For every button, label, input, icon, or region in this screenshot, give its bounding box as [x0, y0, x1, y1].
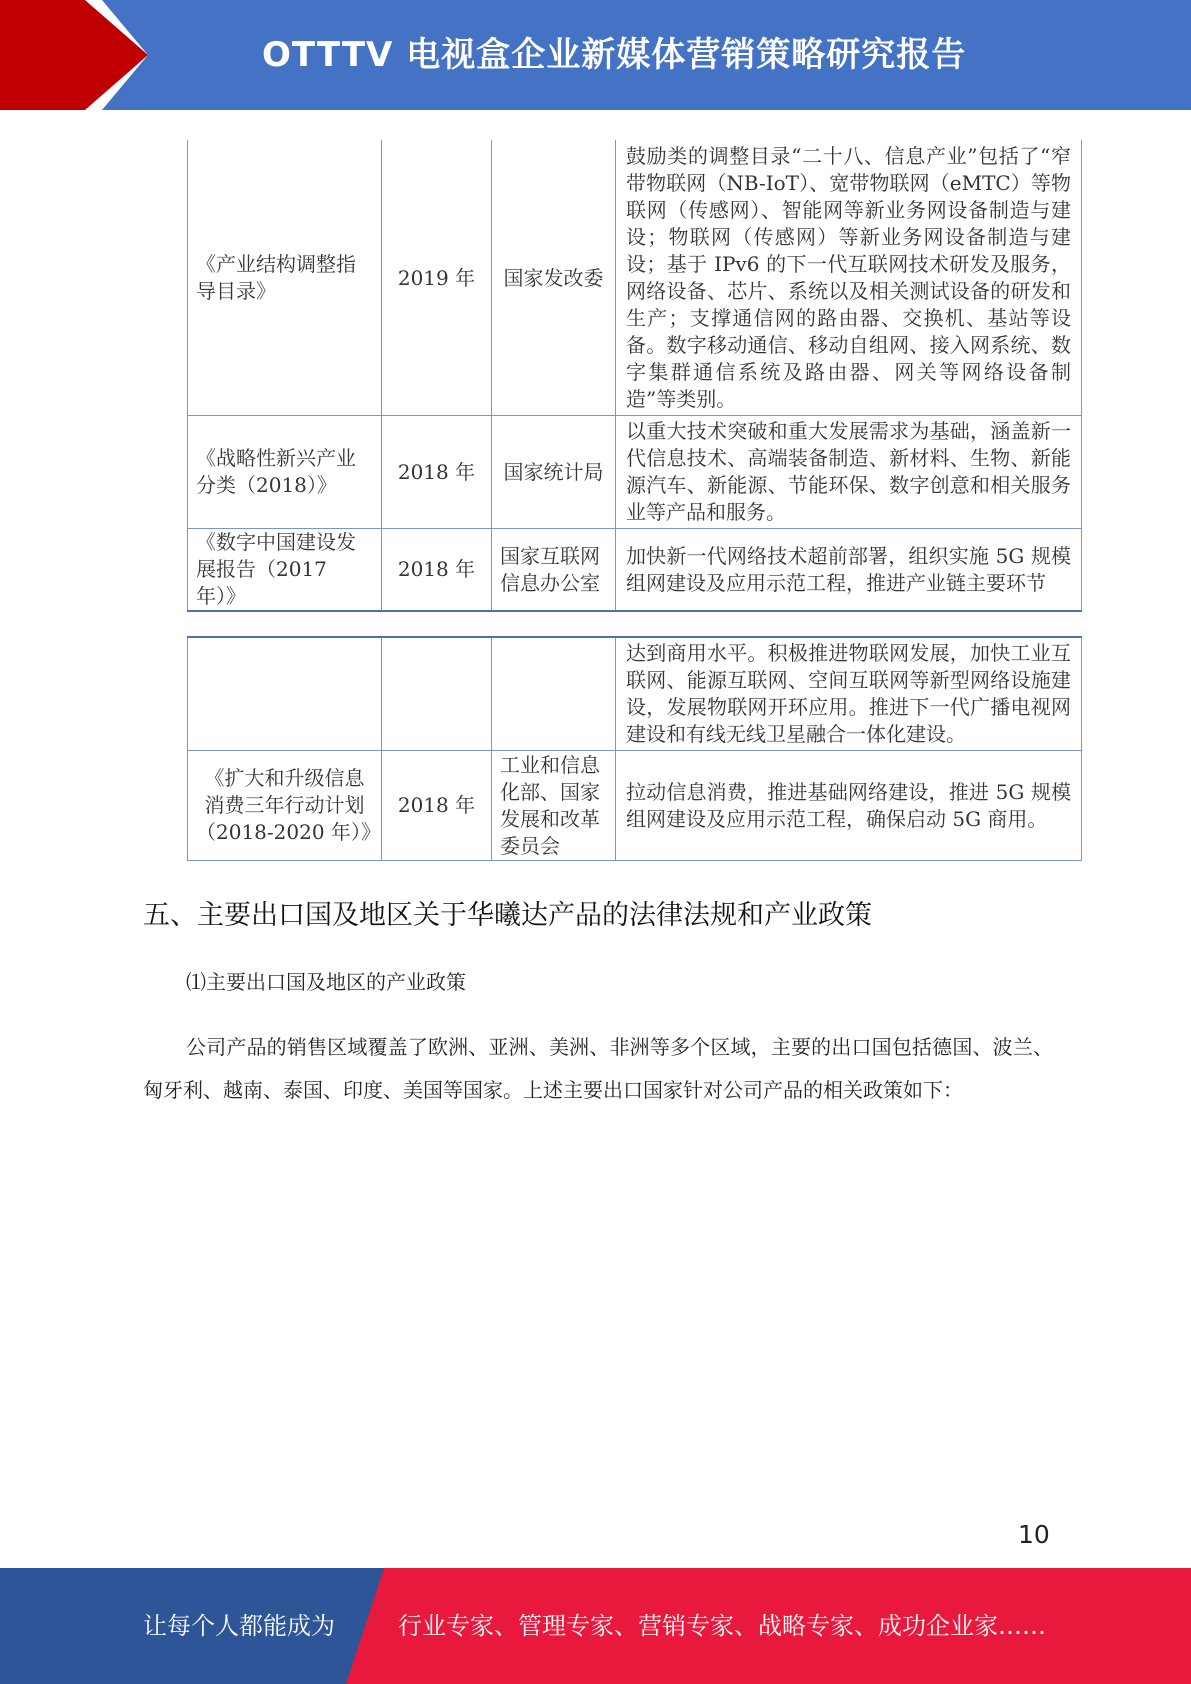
policy-content-cell: 达到商用水平。积极推进物联网发展，加快工业互联网、能源互联网、空间互联网等新型网络设施建设，发展物联网开环应用。推进下一代广播电视网建设和有线无线卫星融合一体化建设。	[616, 637, 1082, 751]
policy-year-cell: 2018 年	[382, 751, 492, 861]
policy-content-cell: 加快新一代网络技术超前部署，组织实施 5G 规模组网建设及应用示范工程，推进产业链主要环节	[616, 529, 1082, 612]
table-row	[188, 637, 1082, 751]
policy-table-part-2	[187, 636, 1082, 861]
policy-content-cell: 鼓励类的调整目录“二十八、信息产业”包括了“窄带物联网（NB-IoT）、宽带物联网（eMTC）等物联网（传感网）、智能网等新业务网设备制造与建设；物联网（传感网）等新业务网设备制造与建设；基于 IPv6 的下一代互联网技术研发及服务，网络设备、芯片、系统以及相关测试设备的研发和生产；支撑通信网的路由器、交换机、基站等设备。数字移动通信、移动自组网、接入网系统、数字集群通信系统及路由器、网关等网络设备制造”等类别。	[616, 141, 1082, 416]
page-number: 10	[1018, 1520, 1050, 1549]
table-row	[188, 529, 1082, 612]
policy-issuer-cell: 国家统计局	[492, 416, 616, 529]
policy-year-cell	[382, 637, 492, 751]
policy-issuer-cell: 工业和信息化部、国家发展和改革委员会	[492, 751, 616, 861]
policy-name-cell: 《战略性新兴产业分类（2018）》	[188, 416, 382, 529]
table-row	[188, 751, 1082, 861]
policy-name-cell: 《数字中国建设发展报告（2017 年）》	[188, 529, 382, 612]
policy-issuer-cell	[492, 637, 616, 751]
policy-name-cell: 《扩大和升级信息消费三年行动计划（2018-2020 年）》	[188, 751, 382, 861]
page-footer	[0, 1568, 1191, 1684]
policy-year-cell: 2019 年	[382, 141, 492, 416]
report-title: OTTTV 电视盒企业新媒体营销策略研究报告	[262, 35, 967, 75]
footer-slogan-left: 让每个人都能成为	[143, 1612, 335, 1640]
policy-issuer-cell: 国家发改委	[492, 141, 616, 416]
policy-name-cell: 《产业结构调整指导目录》	[188, 141, 382, 416]
page-header	[0, 0, 1191, 110]
policy-name-cell	[188, 637, 382, 751]
body-paragraph: 公司产品的销售区域覆盖了欧洲、亚洲、美洲、非洲等多个区域，主要的出口国包括德国、波兰、匈牙利、越南、泰国、印度、美国等国家。上述主要出口国家针对公司产品的相关政策如下：	[143, 1035, 1053, 1102]
sub-heading: ⑴主要出口国及地区的产业政策	[186, 970, 466, 994]
policy-table-part-1	[187, 140, 1082, 612]
policy-year-cell: 2018 年	[382, 529, 492, 612]
footer-slogan-right: 行业专家、管理专家、营销专家、战略专家、成功企业家……	[398, 1612, 1046, 1640]
policy-content-cell: 拉动信息消费，推进基础网络建设，推进 5G 规模组网建设及应用示范工程，确保启动 5G 商用。	[616, 751, 1082, 861]
table-row	[188, 416, 1082, 529]
policy-content-cell: 以重大技术突破和重大发展需求为基础，涵盖新一代信息技术、高端装备制造、新材料、生物、新能源汽车、新能源、节能环保、数字创意和相关服务业等产品和服务。	[616, 416, 1082, 529]
policy-issuer-cell: 国家互联网信息办公室	[492, 529, 616, 612]
section-heading: 五、主要出口国及地区关于华曦达产品的法律法规和产业政策	[143, 900, 872, 931]
policy-year-cell: 2018 年	[382, 416, 492, 529]
table-row	[188, 141, 1082, 416]
